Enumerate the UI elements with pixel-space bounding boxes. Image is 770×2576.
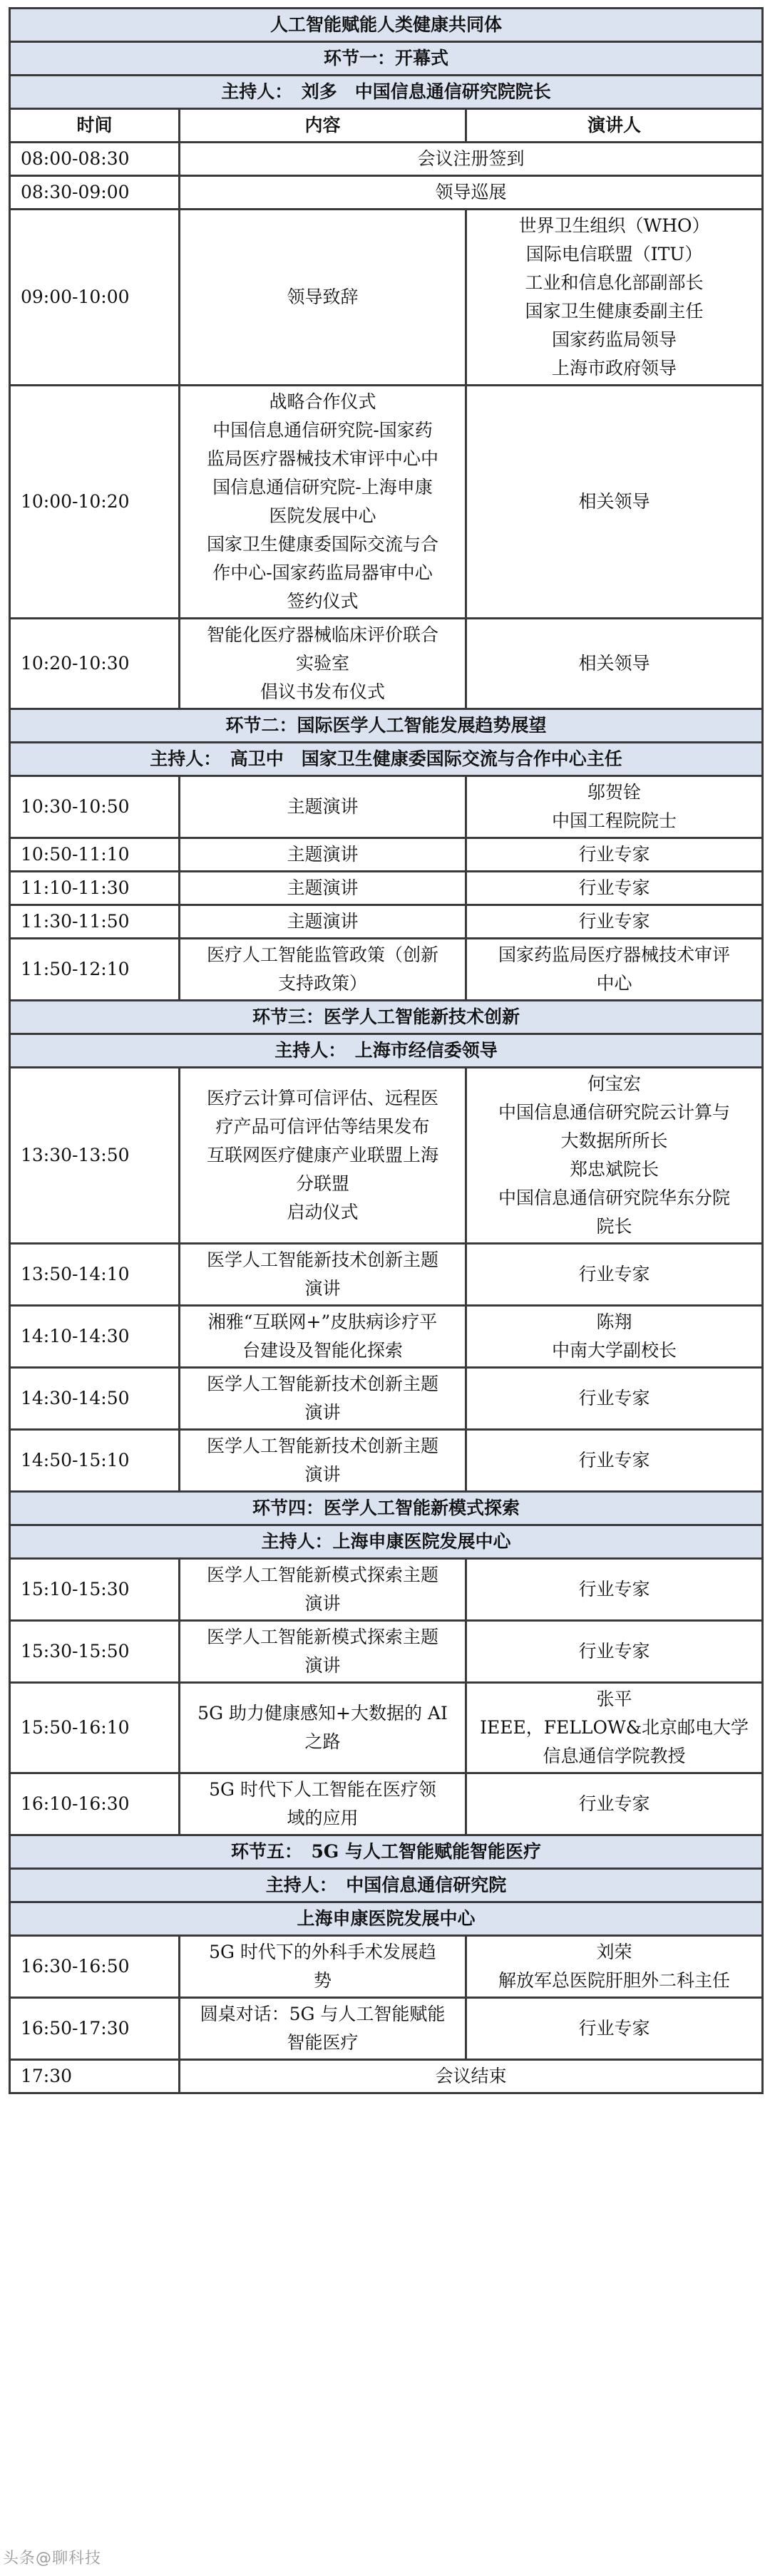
session-host-second: 上海申康医院发展中心	[10, 1902, 763, 1936]
speaker-cell	[466, 1683, 763, 1773]
time-cell: 16:30-16:50	[10, 1936, 180, 1998]
agenda-row	[10, 619, 763, 709]
speaker-line: 大数据所所长	[560, 1130, 668, 1151]
speaker-line: 国家卫生健康委副主任	[525, 301, 704, 321]
speaker-line: 世界卫生组织（WHO）	[518, 215, 710, 236]
content-line: 演讲	[304, 1655, 341, 1676]
session-title: 环节五： 5G 与人工智能赋能智能医疗	[10, 1835, 763, 1869]
content-line: 国家卫生健康委国际交流与合	[206, 534, 438, 555]
column-header-speaker: 演讲人	[466, 109, 763, 143]
agenda-row	[10, 176, 763, 210]
content-cell	[180, 1936, 466, 1998]
agenda-row	[10, 210, 763, 386]
session-title: 环节三：医学人工智能新技术创新	[10, 1001, 763, 1034]
time-cell: 08:30-09:00	[10, 176, 180, 210]
content-line: 实验室	[295, 653, 349, 674]
event-cell: 会议注册签到	[180, 143, 763, 176]
agenda-row	[10, 1430, 763, 1492]
agenda-row	[10, 143, 763, 176]
speaker-line: 国家药监局医疗器械技术审评	[498, 944, 731, 965]
content-cell	[180, 619, 466, 709]
session-host: 主持人： 高卫中 国家卫生健康委国际交流与合作中心主任	[10, 743, 763, 776]
content-line: 演讲	[304, 1464, 341, 1485]
content-line: 启动仪式	[287, 1202, 359, 1222]
speaker-cell	[466, 939, 763, 1001]
content-line: 医学人工智能新技术创新主题	[206, 1436, 438, 1456]
time-cell: 16:10-16:30	[10, 1773, 180, 1835]
session-title: 环节二：国际医学人工智能发展趋势展望	[10, 709, 763, 743]
time-cell: 13:30-13:50	[10, 1068, 180, 1244]
speaker-cell	[466, 1368, 763, 1430]
title-row	[10, 9, 763, 42]
session-host: 主持人：上海申康医院发展中心	[10, 1525, 763, 1559]
speaker-line: 相关领导	[578, 491, 650, 512]
content-cell	[180, 939, 466, 1001]
time-cell: 11:10-11:30	[10, 872, 180, 905]
time-cell: 10:50-11:10	[10, 838, 180, 872]
speaker-line: 行业专家	[578, 911, 650, 932]
host-row	[10, 1034, 763, 1068]
speaker-line: 何宝宏	[587, 1073, 642, 1094]
speaker-line: 国际电信联盟（ITU）	[525, 244, 703, 264]
time-cell: 17:30	[10, 2060, 180, 2093]
agenda-body	[10, 9, 763, 2093]
time-cell: 13:50-14:10	[10, 1244, 180, 1306]
time-cell: 14:10-14:30	[10, 1306, 180, 1368]
agenda-row	[10, 939, 763, 1001]
speaker-line: 中南大学副校长	[552, 1340, 677, 1361]
speaker-cell	[466, 619, 763, 709]
agenda-title: 人工智能赋能人类健康共同体	[10, 9, 763, 42]
speaker-cell	[466, 1559, 763, 1621]
time-cell: 08:00-08:30	[10, 143, 180, 176]
content-line: 湘雅“互联网+”皮肤病诊疗平	[207, 1312, 438, 1332]
host-row	[10, 1525, 763, 1559]
content-line: 国信息通信研究院-上海申康	[212, 477, 433, 498]
speaker-line: 信息通信学院教授	[543, 1746, 686, 1766]
speaker-line: 邬贺铨	[587, 782, 642, 803]
content-line: 主题演讲	[287, 844, 359, 865]
speaker-line: 中国工程院院士	[552, 810, 677, 831]
content-line: 医学人工智能新技术创新主题	[206, 1374, 438, 1394]
speaker-line: 郑忠斌院长	[570, 1159, 659, 1180]
content-line: 医疗人工智能监管政策（创新	[206, 944, 438, 965]
session-row	[10, 1001, 763, 1034]
speaker-cell	[466, 905, 763, 939]
speaker-cell	[466, 386, 763, 619]
agenda-row	[10, 872, 763, 905]
content-cell	[180, 210, 466, 386]
content-line: 演讲	[304, 1278, 341, 1299]
content-line: 分联盟	[295, 1173, 349, 1194]
speaker-line: 院长	[596, 1216, 632, 1237]
content-line: 战略合作仪式	[269, 391, 376, 412]
column-header-row	[10, 109, 763, 143]
content-line: 智能化医疗器械临床评价联合	[206, 624, 438, 645]
agenda-row	[10, 776, 763, 838]
speaker-cell	[466, 838, 763, 872]
session-row	[10, 42, 763, 76]
content-line: 医院发展中心	[269, 505, 376, 526]
time-cell: 09:00-10:00	[10, 210, 180, 386]
content-cell	[180, 1773, 466, 1835]
agenda-row	[10, 1368, 763, 1430]
speaker-cell	[466, 1998, 763, 2060]
speaker-cell	[466, 210, 763, 386]
time-cell: 15:30-15:50	[10, 1621, 180, 1683]
content-line: 医学人工智能新模式探索主题	[206, 1627, 438, 1647]
content-line: 5G 助力健康感知+大数据的 AI	[197, 1703, 448, 1724]
speaker-line: 行业专家	[578, 1450, 650, 1470]
time-cell: 11:30-11:50	[10, 905, 180, 939]
content-line: 作中心-国家药监局器审中心	[212, 562, 433, 583]
agenda-row	[10, 1068, 763, 1244]
time-cell: 10:30-10:50	[10, 776, 180, 838]
content-cell	[180, 872, 466, 905]
content-cell	[180, 776, 466, 838]
agenda-row	[10, 1244, 763, 1306]
time-cell: 15:50-16:10	[10, 1683, 180, 1773]
agenda-row	[10, 386, 763, 619]
session-row	[10, 1492, 763, 1525]
session-host: 主持人： 刘多 中国信息通信研究院院长	[10, 76, 763, 109]
content-line: 主题演讲	[287, 911, 359, 932]
agenda-row	[10, 1773, 763, 1835]
content-cell	[180, 1559, 466, 1621]
speaker-line: 中国信息通信研究院云计算与	[498, 1102, 731, 1123]
agenda-row	[10, 1998, 763, 2060]
content-line: 演讲	[304, 1402, 341, 1423]
content-line: 主题演讲	[287, 877, 359, 898]
session-row	[10, 709, 763, 743]
speaker-line: 行业专家	[578, 877, 650, 898]
host-row	[10, 76, 763, 109]
content-line: 圆桌对话：5G 与人工智能赋能	[200, 2004, 446, 2024]
watermark: 头条@聊科技	[3, 2550, 102, 2567]
speaker-line: 陈翔	[596, 1312, 632, 1332]
session-host: 主持人： 中国信息通信研究院	[10, 1869, 763, 1902]
speaker-cell	[466, 1068, 763, 1244]
content-line: 领导致辞	[287, 287, 359, 307]
agenda-row	[10, 1683, 763, 1773]
speaker-line: 国家药监局领导	[552, 329, 677, 350]
content-cell	[180, 838, 466, 872]
content-line: 疗产品可信评估等结果发布	[215, 1116, 430, 1137]
agenda-row	[10, 838, 763, 872]
speaker-line: 行业专家	[578, 844, 650, 865]
column-header-content: 内容	[180, 109, 466, 143]
speaker-line: 相关领导	[578, 653, 650, 674]
speaker-line: IEEE，FELLOW&北京邮电大学	[480, 1717, 749, 1738]
agenda-row	[10, 2060, 763, 2093]
time-cell: 15:10-15:30	[10, 1559, 180, 1621]
agenda-table	[9, 7, 764, 2094]
agenda-row	[10, 1936, 763, 1998]
speaker-line: 行业专家	[578, 1641, 650, 1661]
content-cell	[180, 1306, 466, 1368]
speaker-line: 行业专家	[578, 1579, 650, 1599]
content-line: 域的应用	[287, 1808, 359, 1828]
speaker-line: 解放军总医院肝胆外二科主任	[498, 1970, 731, 1991]
content-line: 势	[313, 1970, 332, 1991]
session-title: 环节四：医学人工智能新模式探索	[10, 1492, 763, 1525]
speaker-cell	[466, 776, 763, 838]
speaker-cell	[466, 1773, 763, 1835]
content-cell	[180, 1998, 466, 2060]
content-cell	[180, 1068, 466, 1244]
agenda-row	[10, 905, 763, 939]
host-row	[10, 743, 763, 776]
agenda-row	[10, 1559, 763, 1621]
content-line: 演讲	[304, 1593, 341, 1614]
time-cell: 14:30-14:50	[10, 1368, 180, 1430]
speaker-line: 张平	[596, 1689, 632, 1709]
speaker-line: 行业专家	[578, 2018, 650, 2039]
content-line: 主题演讲	[287, 796, 359, 817]
speaker-line: 行业专家	[578, 1388, 650, 1408]
time-cell: 11:50-12:10	[10, 939, 180, 1001]
content-line: 倡议书发布仪式	[260, 681, 385, 702]
time-cell: 10:00-10:20	[10, 386, 180, 619]
content-cell	[180, 1621, 466, 1683]
speaker-line: 工业和信息化部副部长	[525, 272, 704, 293]
content-line: 5G 时代下人工智能在医疗领	[209, 1779, 436, 1800]
content-cell	[180, 1368, 466, 1430]
session-row	[10, 1835, 763, 1869]
speaker-line: 行业专家	[578, 1793, 650, 1814]
content-line: 签约仪式	[287, 591, 359, 612]
speaker-line: 中心	[596, 973, 632, 994]
content-line: 支持政策）	[277, 973, 367, 994]
speaker-line: 刘荣	[596, 1942, 632, 1962]
speaker-line: 上海市政府领导	[552, 358, 677, 378]
content-cell	[180, 905, 466, 939]
content-line: 医学人工智能新模式探索主题	[206, 1565, 438, 1585]
speaker-line: 行业专家	[578, 1264, 650, 1284]
content-line: 监局医疗器械技术审评中心中	[206, 448, 438, 469]
content-cell	[180, 1244, 466, 1306]
host-row	[10, 1902, 763, 1936]
time-cell: 16:50-17:30	[10, 1998, 180, 2060]
content-line: 台建设及智能化探索	[242, 1340, 403, 1361]
content-line: 医学人工智能新技术创新主题	[206, 1250, 438, 1270]
speaker-cell	[466, 1306, 763, 1368]
content-cell	[180, 386, 466, 619]
content-line: 智能医疗	[287, 2032, 359, 2053]
session-host: 主持人： 上海市经信委领导	[10, 1034, 763, 1068]
content-cell	[180, 1683, 466, 1773]
agenda-row	[10, 1306, 763, 1368]
content-line: 之路	[304, 1731, 341, 1752]
speaker-line: 中国信息通信研究院华东分院	[498, 1187, 731, 1208]
time-cell: 10:20-10:30	[10, 619, 180, 709]
time-cell: 14:50-15:10	[10, 1430, 180, 1492]
content-line: 5G 时代下的外科手术发展趋	[209, 1942, 436, 1962]
content-line: 互联网医疗健康产业联盟上海	[206, 1145, 438, 1165]
content-line: 医疗云计算可信评估、远程医	[206, 1088, 438, 1108]
content-cell	[180, 1430, 466, 1492]
speaker-cell	[466, 872, 763, 905]
session-title: 环节一：开幕式	[10, 42, 763, 76]
agenda-row	[10, 1621, 763, 1683]
content-line: 中国信息通信研究院-国家药	[212, 420, 433, 441]
speaker-cell	[466, 1621, 763, 1683]
event-cell: 会议结束	[180, 2060, 763, 2093]
speaker-cell	[466, 1430, 763, 1492]
host-row	[10, 1869, 763, 1902]
event-cell: 领导巡展	[180, 176, 763, 210]
speaker-cell	[466, 1244, 763, 1306]
speaker-cell	[466, 1936, 763, 1998]
column-header-time: 时间	[10, 109, 180, 143]
